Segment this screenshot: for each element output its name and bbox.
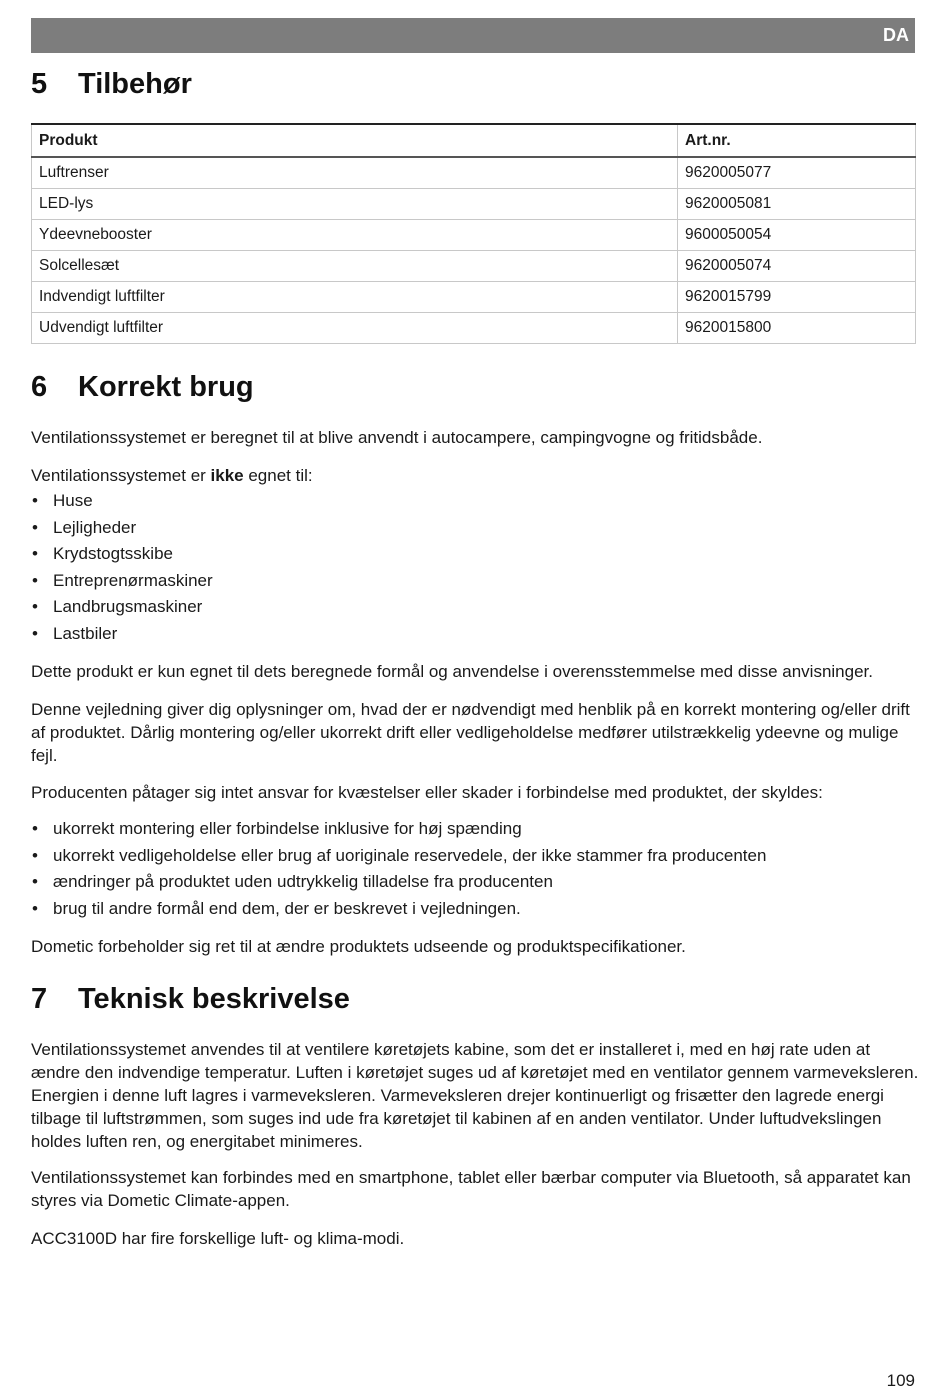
- section-7-heading: [31, 983, 350, 1016]
- page-number: 109: [886, 1371, 915, 1390]
- list-item: [31, 594, 213, 621]
- bullet-icon: •: [32, 898, 38, 918]
- purpose-paragraph: Dette produkt er kun egnet til dets beregnede formål og anvendelse i overensstemmelse med disse anvisninger.: [31, 662, 873, 681]
- header-bar: [31, 18, 915, 53]
- list-item-text: Huse: [53, 491, 93, 510]
- bullet-icon: •: [32, 819, 38, 838]
- art-nr-cell: 9620005074: [678, 250, 916, 281]
- list-item: [31, 869, 766, 896]
- intro-text: Ventilationssystemet er: [31, 466, 211, 485]
- accessories-table: [31, 123, 916, 344]
- table-row: [32, 157, 916, 188]
- list-item-text: ukorrekt vedligeholdelse eller brug af uoriginale reservedele, der ikke stammer fra producenten: [53, 845, 767, 865]
- section-6-heading: [31, 371, 254, 404]
- technical-description-paragraph: Ventilationssystemet anvendes til at ventilere køretøjets kabine, som det er installeret i, med en høj rate uden at ændre den indvendige temperatur. Luften i køretøjet suges ud af køretøjet med en ventilator gennem varmeveksleren. Energien i denne luft lagres i varmeveksleren. Varmeveksleren drejer kontinuerligt og frisætter den lagrede energi tilbage til luftstrømmen, som suges ind ude fra køretøjet til kabinen af en anden ventilator. Under luftudvekslingen holdes luften ren, og energitabet minimeres.: [31, 1040, 919, 1151]
- product-cell: Solcellesæt: [32, 250, 678, 281]
- product-cell: Udvendigt luftfilter: [32, 312, 678, 343]
- emphasis-text: ikke: [210, 466, 244, 485]
- list-item-text: ændringer på produktet uden udtrykkelig tilladelse fra producenten: [53, 872, 553, 892]
- not-suitable-list: [31, 488, 213, 648]
- table-row: [32, 281, 916, 312]
- list-item-text: brug til andre formål end dem, der er beskrevet i vejledningen.: [53, 898, 521, 918]
- product-cell: Ydeevnebooster: [32, 219, 678, 250]
- product-cell: LED-lys: [32, 188, 678, 219]
- table-row: [32, 250, 916, 281]
- art-nr-cell: 9620005081: [678, 188, 916, 219]
- list-item: [31, 568, 213, 595]
- bullet-icon: •: [32, 517, 38, 537]
- table-row: [32, 219, 916, 250]
- section-title: Tilbehør: [78, 68, 192, 100]
- product-cell: Luftrenser: [32, 157, 678, 188]
- section-title: Korrekt brug: [78, 371, 254, 403]
- bullet-icon: •: [32, 491, 38, 510]
- list-item: [31, 541, 213, 568]
- list-item-text: ukorrekt montering eller forbindelse inklusive for høj spænding: [53, 819, 522, 838]
- list-item: [31, 488, 213, 515]
- list-item: [31, 896, 766, 923]
- section-number: 6: [31, 371, 48, 403]
- table-row: [32, 188, 916, 219]
- table-header-row: [32, 124, 916, 157]
- section-number: 5: [31, 68, 48, 100]
- section-title: Teknisk beskrivelse: [78, 983, 350, 1015]
- column-header-art-nr: Art.nr.: [678, 124, 916, 157]
- art-nr-cell: 9620005077: [678, 157, 916, 188]
- modes-paragraph: ACC3100D har fire forskellige luft- og klima-modi.: [31, 1229, 405, 1248]
- table-row: [32, 312, 916, 343]
- product-cell: Indvendigt luftfilter: [32, 281, 678, 312]
- connectivity-paragraph: Ventilationssystemet kan forbindes med en smartphone, tablet eller bærbar computer via Bluetooth, så apparatet kan styres via Dometic Climate-appen.: [31, 1168, 911, 1210]
- liability-list: [31, 816, 766, 922]
- art-nr-cell: 9600050054: [678, 219, 916, 250]
- list-item: [31, 816, 766, 843]
- bullet-icon: •: [32, 544, 38, 564]
- bullet-icon: •: [32, 570, 38, 590]
- intro-text-end: egnet til:: [243, 466, 313, 485]
- list-item-text: Krydstogtsskibe: [53, 544, 173, 564]
- list-item-text: Landbrugsmaskiner: [53, 597, 203, 617]
- language-badge: DA: [883, 25, 909, 45]
- list-item-text: Lejligheder: [53, 517, 137, 537]
- rights-paragraph: Dometic forbeholder sig ret til at ændre produktets udseende og produktspecifikationer.: [31, 937, 686, 956]
- section-number: 7: [31, 983, 48, 1015]
- list-item: [31, 843, 766, 870]
- art-nr-cell: 9620015799: [678, 281, 916, 312]
- bullet-icon: •: [32, 872, 38, 892]
- intended-use-paragraph: Ventilationssystemet er beregnet til at blive anvendt i autocampere, campingvogne og fritidsbåde.: [31, 428, 763, 447]
- liability-paragraph: Producenten påtager sig intet ansvar for kvæstelser eller skader i forbindelse med produktet, der skyldes:: [31, 783, 823, 802]
- list-item-text: Entreprenørmaskiner: [53, 570, 213, 590]
- art-nr-cell: 9620015800: [678, 312, 916, 343]
- bullet-icon: •: [32, 845, 38, 865]
- guidance-paragraph: Denne vejledning giver dig oplysninger om, hvad der er nødvendigt med henblik på en korrekt montering og/eller drift af produktet. Dårlig montering og/eller ukorrekt drift eller vedligeholdelse medfører utilstrækkelig ydeevne og mulige fejl.: [31, 700, 910, 765]
- list-item-text: Lastbiler: [53, 623, 118, 643]
- column-header-product: Produkt: [32, 124, 678, 157]
- bullet-icon: •: [32, 597, 38, 617]
- not-suitable-intro: [31, 464, 921, 487]
- section-5-heading: [31, 68, 192, 101]
- list-item: [31, 515, 213, 542]
- list-item: [31, 621, 213, 648]
- bullet-icon: •: [32, 623, 38, 643]
